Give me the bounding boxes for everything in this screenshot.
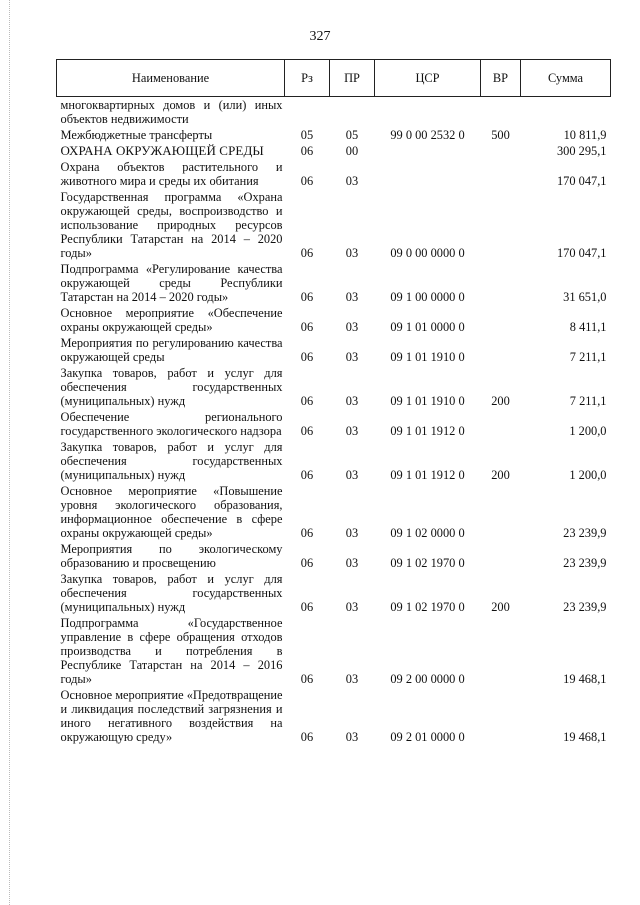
cell-name: Охрана объектов растительного и животного мира и среды их обитания [60,160,283,188]
cell-vr: 200 [491,600,510,614]
table-row [57,409,611,439]
cell-csr [375,159,481,189]
table-row [57,159,611,189]
cell-sum: 1 200,0 [569,468,607,482]
table-header-row [57,60,611,97]
cell-csr [375,143,481,159]
cell-vr [481,189,521,261]
cell-pr: 03 [345,730,359,744]
cell-csr: 09 2 01 0000 0 [390,730,465,744]
cell-rz: 06 [300,174,314,188]
cell-pr: 03 [345,526,359,540]
cell-vr [481,541,521,571]
table-row [57,305,611,335]
cell-pr: 03 [345,468,359,482]
cell-rz: 06 [300,320,314,334]
cell-csr: 09 0 00 0000 0 [390,246,465,260]
cell-sum: 8 411,1 [569,320,607,334]
table-row [57,541,611,571]
page-edge-dots [9,0,10,905]
cell-rz: 06 [300,350,314,364]
cell-name: Подпрограмма «Государственное управление в сфере обращения отходов производства и потребления в Республике Татарстан на 2014 – 2016 годы» [60,616,283,686]
cell-name: Основное мероприятие «Обеспечение охраны окружающей среды» [60,306,283,334]
cell-rz: 06 [300,468,314,482]
cell-vr [481,305,521,335]
budget-table [56,59,611,745]
table-row [57,365,611,409]
table-row [57,189,611,261]
cell-sum: 7 211,1 [569,350,607,364]
table-row [57,483,611,541]
cell-name: Основное мероприятие «Предотвращение и ликвидация последствий загрязнения и иного негативного воздействия на окружающую среду» [60,688,283,744]
cell-csr: 09 1 01 0000 0 [390,320,465,334]
cell-name: Закупка товаров, работ и услуг для обеспечения государственных (муниципальных) нужд [60,440,283,482]
table-body [57,97,611,746]
header-sum: Сумма [521,60,611,97]
cell-rz: 06 [300,600,314,614]
cell-sum: 19 468,1 [563,730,607,744]
cell-rz: 05 [300,128,314,142]
table-row [57,335,611,365]
cell-name: Государственная программа «Охрана окружающей среды, воспроизводство и использование природных ресурсов Республики Татарстан на 2014 – 2020 годы» [60,190,283,260]
table-row [57,143,611,159]
cell-sum: 23 239,9 [563,526,607,540]
cell-pr: 03 [345,600,359,614]
cell-rz: 06 [300,290,314,304]
cell-name: Межбюджетные трансферты [60,128,213,142]
cell-csr: 09 1 02 1970 0 [390,600,465,614]
cell-csr: 09 2 00 0000 0 [390,672,465,686]
cell-csr: 09 1 01 1912 0 [390,424,465,438]
cell-pr: 03 [345,672,359,686]
header-vr: ВР [481,60,521,97]
cell-sum: 300 295,1 [556,144,607,158]
header-rz: Рз [285,60,330,97]
cell-sum: 1 200,0 [569,424,607,438]
cell-vr [481,143,521,159]
cell-vr [481,615,521,687]
cell-rz: 06 [300,144,314,158]
cell-rz: 06 [300,246,314,260]
cell-sum [521,97,611,128]
table-row [57,97,611,128]
header-name: Наименование [57,60,285,97]
cell-vr [481,261,521,305]
table-row [57,439,611,483]
cell-pr [330,97,375,128]
cell-pr: 05 [345,128,359,142]
page-number: 327 [309,29,331,44]
header-csr: ЦСР [375,60,481,97]
cell-vr: 200 [491,394,510,408]
cell-rz: 06 [300,672,314,686]
table-row [57,127,611,143]
cell-pr: 03 [345,394,359,408]
cell-pr: 03 [345,350,359,364]
cell-rz: 06 [300,526,314,540]
cell-name: Мероприятия по экологическому образованию и просвещению [60,542,283,570]
cell-sum: 7 211,1 [569,394,607,408]
cell-rz [285,97,330,128]
cell-pr: 03 [345,174,359,188]
cell-rz: 06 [300,730,314,744]
cell-sum: 19 468,1 [563,672,607,686]
cell-pr: 03 [345,424,359,438]
cell-sum: 23 239,9 [563,556,607,570]
cell-vr [481,159,521,189]
table-row [57,571,611,615]
cell-vr [481,97,521,128]
cell-vr: 200 [491,468,510,482]
cell-vr [481,409,521,439]
cell-name: многоквартирных домов и (или) иных объектов недвижимости [60,98,283,126]
cell-vr [481,335,521,365]
cell-csr: 99 0 00 2532 0 [390,128,465,142]
cell-vr [481,687,521,745]
cell-rz: 06 [300,424,314,438]
cell-name: Мероприятия по регулированию качества окружающей среды [60,336,283,364]
cell-sum: 23 239,9 [563,600,607,614]
cell-name: Основное мероприятие «Повышение уровня экологического образования, информационное обеспечение в сфере охраны окружающей среды» [60,484,283,540]
cell-pr: 03 [345,320,359,334]
cell-csr: 09 1 02 0000 0 [390,526,465,540]
cell-pr: 03 [345,246,359,260]
cell-name: Подпрограмма «Регулирование качества окружающей среды Республики Татарстан на 2014 – 2020 годы» [60,262,283,304]
cell-csr [375,97,481,128]
cell-csr: 09 1 01 1910 0 [390,394,465,408]
cell-pr: 03 [345,290,359,304]
cell-sum: 31 651,0 [563,290,607,304]
table-row [57,261,611,305]
table-row [57,687,611,745]
cell-vr: 500 [491,128,510,142]
cell-name: Закупка товаров, работ и услуг для обеспечения государственных (муниципальных) нужд [60,366,283,408]
cell-csr: 09 1 00 0000 0 [390,290,465,304]
cell-csr: 09 1 01 1912 0 [390,468,465,482]
cell-name: Закупка товаров, работ и услуг для обеспечения государственных (муниципальных) нужд [60,572,283,614]
cell-rz: 06 [300,556,314,570]
cell-vr [481,483,521,541]
cell-name: Обеспечение регионального государственного экологического надзора [60,410,283,438]
cell-rz: 06 [300,394,314,408]
cell-sum: 170 047,1 [556,246,607,260]
header-pr: ПР [330,60,375,97]
cell-csr: 09 1 01 1910 0 [390,350,465,364]
cell-name: ОХРАНА ОКРУЖАЮЩЕЙ СРЕДЫ [60,143,264,158]
cell-pr: 00 [345,144,359,158]
cell-pr: 03 [345,556,359,570]
cell-sum: 10 811,9 [563,128,607,142]
cell-csr: 09 1 02 1970 0 [390,556,465,570]
cell-sum: 170 047,1 [556,174,607,188]
table-row [57,615,611,687]
